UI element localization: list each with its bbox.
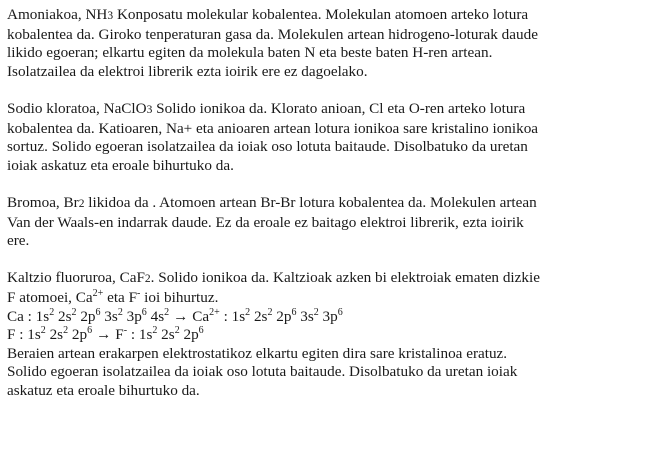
fluoride-formula-subscript: 2 [144, 273, 151, 286]
calcium-ion-charge: 2+ [209, 306, 220, 318]
fluorine-config-rhs-lead: : 1s [127, 326, 153, 344]
fluorine-electron-config [7, 326, 655, 345]
fluoride-closing-3: askatuz eta eroale bihurtuko da. [7, 381, 200, 399]
fluorine-config-rhs-term: 2s [157, 326, 175, 344]
fluoride-line2-a: F atomoei, Ca [7, 288, 93, 306]
paragraph-sodium-chlorate [7, 100, 655, 175]
calcium-config-rhs-term: 2p [272, 307, 292, 325]
fluoride-line2-b: eta F [103, 288, 138, 306]
ammonia-line-2: kobalentea da. Giroko tenperaturan gasa da. Molekulen artean hidrogeno-loturak daude [7, 25, 538, 43]
fluorine-config-rhs-term: 2 [152, 325, 158, 337]
fluorine-ion-charge: - [123, 325, 128, 337]
bromine-line-1 [7, 194, 655, 214]
fluorine-config-rhs-term: 6 [198, 325, 204, 337]
chlorate-line-4: ioiak askatuz eta eroale bihurtuko da. [7, 156, 234, 174]
chlorate-line-2: kobalentea da. Katioaren, Na+ eta anioaren artean lotura ionikoa sare kristalino ionikoa [7, 119, 539, 137]
fluoride-line2-c: ioi bihurtuz. [140, 288, 219, 306]
ammonia-text-1: Konposatu molekular kobalentea. Molekulan atomoen arteko lotura [116, 6, 529, 23]
calcium-config-rhs-term: 2 [267, 306, 273, 318]
calcium-config-rhs-term: 3p [318, 307, 338, 325]
fluorine-config-term: 2p [68, 326, 88, 344]
fluorine-ion-symbol: F [115, 326, 124, 344]
chlorate-line-1 [7, 100, 655, 120]
fluorine-config-term: 2 [40, 325, 46, 337]
bromine-name: Bromoa, Br [7, 193, 79, 211]
calcium-config-lhs: Ca : 1s [7, 307, 50, 325]
fluorine-config-term: 2s [45, 326, 64, 344]
calcium-ion-symbol: Ca [192, 307, 210, 325]
bromine-line-2: Van der Waals-en indarrak daude. Ez da eroale ez baitago elektroi librerik, ezta ioirik [7, 213, 524, 231]
chlorate-line-3: sortuz. Solido egoeran isolatzailea da ioiak oso lotuta baitaude. Disolbatuko da uretan [7, 138, 528, 156]
paragraph-bromine [7, 194, 655, 251]
calcium-config-rhs-term: 6 [337, 306, 343, 318]
calcium-config-term: 2s [54, 307, 72, 325]
ammonia-formula-subscript: 3 [107, 10, 114, 22]
fluorine-config-lhs: F : 1s [7, 326, 41, 344]
fluoride-intro: . Solido ionikoa da. Kaltzioak azken bi elektroiak ematen dizkie [150, 269, 540, 287]
calcium-config-term: 2 [164, 306, 170, 318]
calcium-config-term: 4s [146, 307, 165, 325]
fluoride-closing-1: Beraien artean erakarpen elektrostatikoz elkartu egiten dira sare kristalinoa eratuz. [7, 344, 508, 362]
fluoride-line-1 [7, 269, 655, 289]
ammonia-name: Amoniakoa, NH [7, 6, 108, 23]
fluoride-name: Kaltzio fluoruroa, CaF [7, 269, 145, 287]
calcium-config-term: 3s [100, 307, 118, 325]
calcium-config-term: 2p [76, 307, 96, 325]
calcium-ion-charge: 2+ [92, 287, 104, 299]
calcium-config-rhs-term: 2 [245, 306, 251, 318]
chlorate-formula-subscript: 3 [146, 103, 153, 116]
bromine-formula-subscript: 2 [78, 197, 85, 210]
fluorine-config-rhs-term: 2 [174, 325, 180, 337]
fluorine-config-term: 2 [63, 325, 69, 337]
calcium-config-term: 2 [117, 306, 123, 318]
ammonia-line-1 [7, 6, 655, 26]
calcium-config-term: 2 [49, 306, 55, 318]
paragraph-ammonia [7, 6, 655, 81]
calcium-config-term: 6 [95, 306, 101, 318]
calcium-config-term: 3p [122, 307, 142, 325]
calcium-electron-config [7, 308, 655, 327]
calcium-config-rhs-lead: : 1s [219, 307, 246, 325]
calcium-config-term: 2 [71, 306, 77, 318]
calcium-config-rhs-term: 2s [250, 307, 268, 325]
chlorate-name: Sodio kloratoa, NaClO [7, 99, 147, 117]
fluoride-closing-2: Solido egoeran isolatzailea da ioiak oso lotuta baitaude. Disolbatuko da uretan ioiak [7, 363, 518, 381]
fluoride-ion-charge: - [137, 287, 141, 299]
chlorate-text-1: Solido ionikoa da. Klorato anioan, Cl eta O-ren arteko lotura [152, 99, 526, 117]
calcium-config-rhs-term: 2 [313, 306, 319, 318]
paragraph-calcium-fluoride [7, 269, 655, 400]
calcium-config-term: 6 [141, 306, 147, 318]
document-body [7, 6, 655, 419]
fluorine-config-rhs-term: 2p [179, 326, 199, 344]
bromine-line-3: ere. [7, 232, 30, 250]
ammonia-line-3: likido egoeran; elkartu egiten da molekula baten N eta beste baten H-ren artean. [7, 44, 493, 62]
bromine-text-1: likidoa da . Atomoen artean Br-Br lotura kobalentea da. Molekulen artean [84, 193, 537, 211]
calcium-config-rhs-term: 6 [291, 306, 297, 318]
calcium-config-rhs-term: 3s [296, 307, 314, 325]
fluoride-line-2 [7, 289, 655, 308]
ammonia-line-4: Isolatzailea da elektroi librerik ezta ioirik ere ez dagoelako. [7, 62, 368, 80]
fluorine-config-term: 6 [87, 325, 93, 337]
fluorine-arrow-icon: → [96, 326, 112, 344]
calcium-arrow-icon: → [173, 307, 189, 325]
